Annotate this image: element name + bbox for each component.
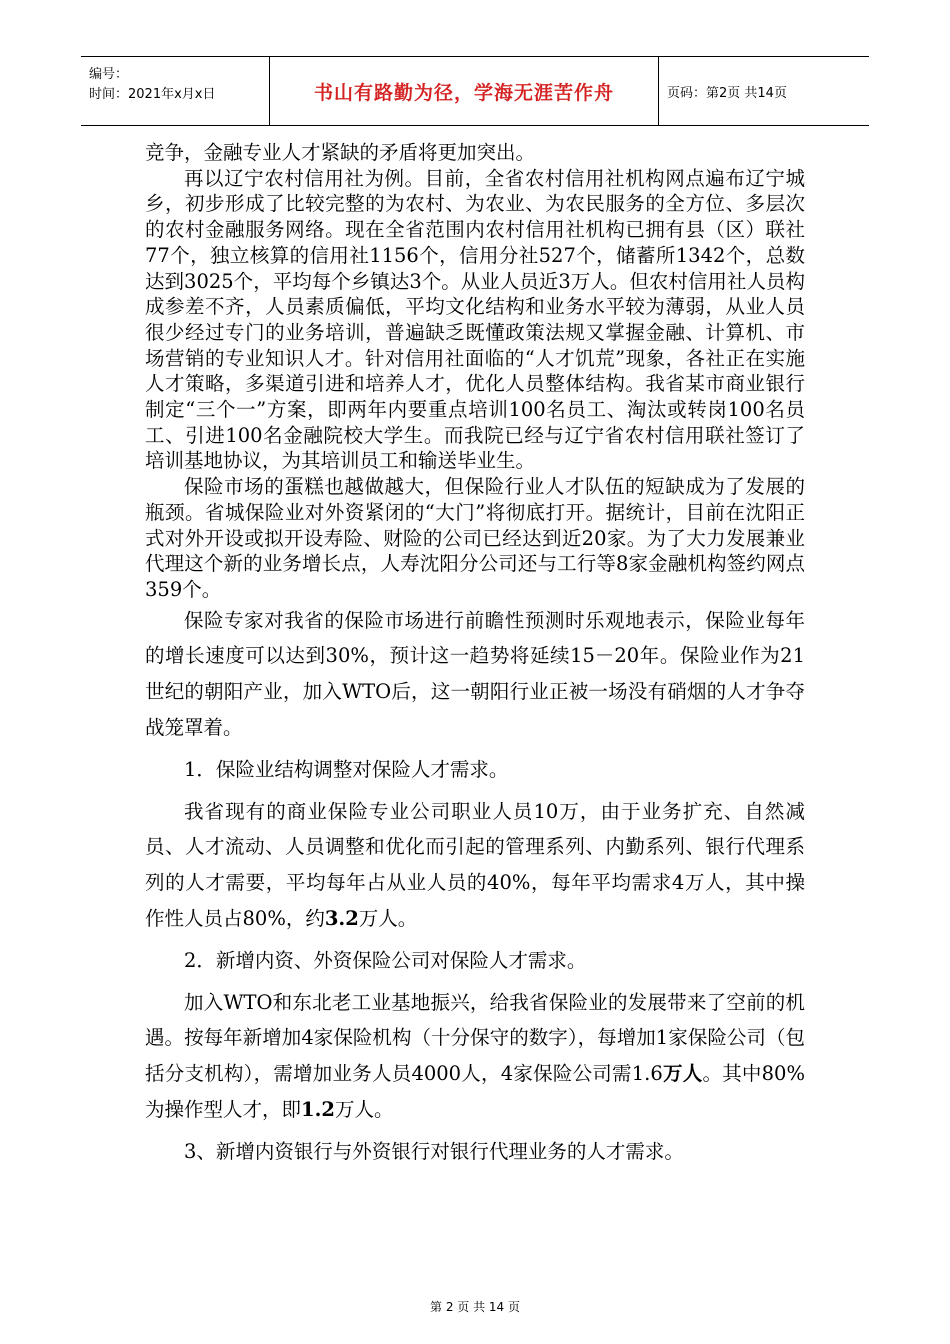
paragraph-6-text: 加入WTO和东北老工业基地振兴，给我省保险业的发展带来了空前的机遇。按每年新增加4家保险机构（十分保守的数字），每增加1家保险公司（包括分支机构），需增加业务人员4000人，4家保险公司需1.6 bbox=[145, 990, 805, 1086]
motto-text: 书山有路勤为径，学海无涯苦作舟 bbox=[313, 81, 614, 104]
paragraph-5 bbox=[145, 794, 805, 937]
paragraph-6-mid: 。其中80%为操作型人才，即 bbox=[145, 1062, 805, 1122]
paragraph-6-end: 万人。 bbox=[334, 1098, 394, 1122]
paragraph-6-bold-1: 万人 bbox=[662, 1062, 703, 1086]
page-footer: 第 2 页 共 14 页 bbox=[430, 1300, 520, 1314]
section-heading-1: 1．保险业结构调整对保险人才需求。 bbox=[184, 757, 509, 781]
time-label: 时间：2021年x月x日 bbox=[89, 87, 216, 102]
section-heading-2: 2．新增内资、外资保险公司对保险人才需求。 bbox=[184, 948, 587, 972]
paragraph-2: 再以辽宁农村信用社为例。目前，全省农村信用社机构网点遍布辽宁城乡，初步形成了比较完整的为农村、为农业、为农民服务的全方位、多层次的农村金融服务网络。现在全省范围内农村信用社机构已拥有县（区）联社77个，独立核算的信用社1156个，信用分社527个，储蓄所1342个，总数达到3025个，平均每个乡镇达3个。从业人员近3万人。但农村信用社人员构成参差不齐，人员素质偏低，平均文化结构和业务水平较为薄弱，从业人员很少经过专门的业务培训，普遍缺乏既懂政策法规又掌握金融、计算机、市场营销的专业知识人才。针对信用社面临的“人才饥荒”现象，各社正在实施人才策略，多渠道引进和培养人才，优化人员整体结构。我省某市商业银行制定“三个一”方案，即两年内要重点培训100名员工、淘汰或转岗100名员工、引进100名金融院校大学生。而我院已经与辽宁省农村信用联社签订了培训基地协议，为其培训员工和输送毕业生。 bbox=[145, 166, 805, 473]
section-heading-3: 3、新增内资银行与外资银行对银行代理业务的人才需求。 bbox=[184, 1139, 684, 1163]
paragraph-6-bold-2: 1.2 bbox=[301, 1098, 335, 1122]
paragraph-5-text: 我省现有的商业保险专业公司职业人员10万，由于业务扩充、自然减员、人才流动、人员调整和优化而引起的管理系列、内勤系列、银行代理系列的人才需要，平均每年占从业人员的40%，每年平均需求4万人，其中操作性人员占80%，约 bbox=[145, 799, 805, 931]
number-label: 编号： bbox=[89, 67, 129, 82]
paragraph-5-end: 万人。 bbox=[358, 907, 418, 931]
page-info: 页码：第2页 共14页 bbox=[667, 85, 787, 101]
page-header bbox=[81, 56, 869, 126]
paragraph-3: 保险市场的蛋糕也越做越大，但保险行业人才队伍的短缺成为了发展的瓶颈。省城保险业对外资紧闭的“大门”将彻底打开。据统计，目前在沈阳正式对外开设或拟开设寿险、财险的公司已经达到近20家。为了大力发展兼业代理这个新的业务增长点，人寿沈阳分公司还与工行等8家金融机构签约网点359个。 bbox=[145, 475, 805, 601]
paragraph-5-bold: 3.2 bbox=[324, 907, 359, 931]
paragraph-6 bbox=[145, 985, 805, 1128]
header-page-cell bbox=[659, 57, 869, 125]
header-meta bbox=[81, 57, 270, 125]
paragraph-4: 保险专家对我省的保险市场进行前瞻性预测时乐观地表示，保险业每年的增长速度可以达到30%，预计这一趋势将延续15－20年。保险业作为21世纪的朝阳产业，加入WTO后，这一朝阳行业正被一场没有硝烟的人才争夺战笼罩着。 bbox=[145, 608, 805, 740]
paragraph-1: 竞争，金融专业人才紧缺的矛盾将更加突出。 bbox=[145, 141, 536, 164]
header-motto-cell bbox=[270, 57, 659, 125]
document-body bbox=[145, 140, 805, 1176]
